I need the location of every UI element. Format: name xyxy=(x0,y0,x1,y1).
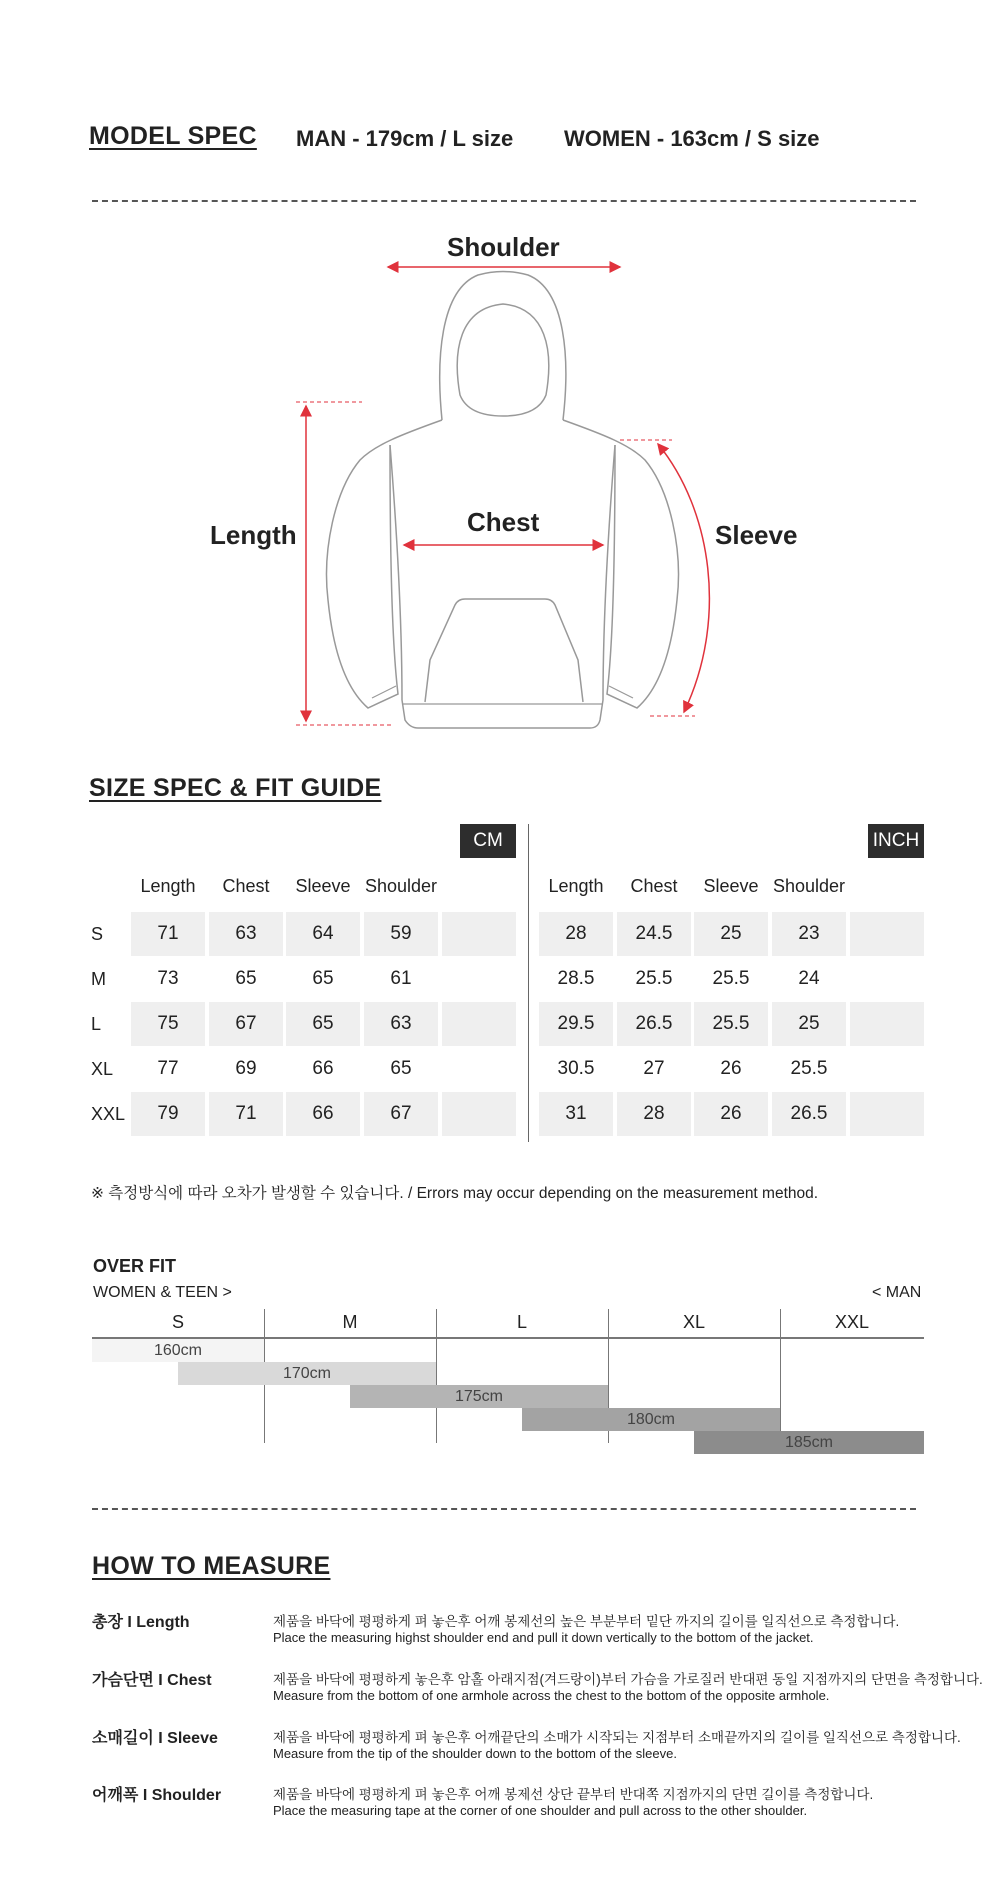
fit-size-header: M xyxy=(342,1312,358,1332)
size-row-label: M xyxy=(91,969,106,989)
cm-unit-badge: CM xyxy=(460,824,516,858)
right-sleeve-outline xyxy=(563,420,678,708)
cm-table-cell xyxy=(442,957,516,1001)
kangaroo-pocket xyxy=(425,599,583,702)
divider-bottom xyxy=(92,1508,916,1510)
inch-table-cell: 25.5 xyxy=(635,968,673,989)
fit-title: OVER FIT xyxy=(93,1256,177,1276)
fit-size-header: L xyxy=(516,1312,527,1332)
inch-table-cell xyxy=(850,1002,924,1046)
cm-table-cell: 67 xyxy=(209,1002,283,1046)
cm-table-cell: 69 xyxy=(235,1058,257,1079)
measure-item-english: Measure from the tip of the shoulder down to the bottom of the sleeve. xyxy=(273,1746,677,1761)
cm-table-cell: 64 xyxy=(286,912,360,956)
cm-table-cell: 63 xyxy=(209,912,283,956)
inch-table-cell: 28 xyxy=(539,912,613,956)
inch-table-cell: 25 xyxy=(772,1002,846,1046)
inch-table-cell: 23 xyxy=(772,912,846,956)
divider-top xyxy=(92,200,916,202)
measure-item-korean: 제품을 바닥에 평평하게 펴 놓은후 어깨 봉제선 상단 끝부터 반대쪽 지점까지의 단면 길이를 측정합니다. xyxy=(273,1787,874,1802)
how-to-title: HOW TO MEASURE xyxy=(92,1552,331,1580)
inch-table-cell: 25.5 xyxy=(712,968,750,989)
cm-table-cell: 67 xyxy=(364,1092,438,1136)
size-row-label: XXL xyxy=(91,1104,126,1124)
cm-table-cell: 75 xyxy=(131,1002,205,1046)
diagram-label-chest: Chest xyxy=(467,507,540,537)
size-row-label: L xyxy=(91,1014,102,1034)
inch-table-cell: 25.5 xyxy=(694,1002,768,1046)
measure-item-english: Place the measuring highst shoulder end and pull it down vertically to the bottom of the jacket. xyxy=(273,1630,814,1645)
inch-table-cell: 30.5 xyxy=(557,1058,595,1079)
diagram-label-shoulder: Shoulder xyxy=(447,232,560,262)
cm-table-cell: 71 xyxy=(131,912,205,956)
inch-table-cell: 24.5 xyxy=(617,912,691,956)
left-sleeve-outline xyxy=(327,420,442,708)
cm-column-header: Sleeve xyxy=(295,876,351,896)
inch-table-cell xyxy=(850,1092,924,1136)
measure-item-korean: 제품을 바닥에 평평하게 펴 놓은후 어깨끝단의 소매가 시작되는 지점부터 소매끝까지의 길이를 일직선으로 측정합니다. xyxy=(273,1730,961,1745)
inch-table-cell xyxy=(850,1047,924,1091)
fit-height-bar: 160cm xyxy=(92,1339,264,1362)
hoodie-diagram xyxy=(0,220,1000,740)
inch-table-cell: 26.5 xyxy=(772,1092,846,1136)
inch-column-header: Shoulder xyxy=(772,876,846,896)
cm-column-header: Length xyxy=(140,876,196,896)
women-model-spec: WOMEN - 163cm / S size xyxy=(564,126,820,151)
inch-table-cell: 28.5 xyxy=(557,968,595,989)
measure-item-english: Measure from the bottom of one armhole across the chest to the bottom of the opposite armhole. xyxy=(273,1688,830,1703)
cm-table-cell: 73 xyxy=(157,968,179,989)
fit-left-label: WOMEN & TEEN > xyxy=(93,1284,232,1301)
inch-table-cell: 31 xyxy=(539,1092,613,1136)
fit-height-bar: 170cm xyxy=(178,1362,436,1385)
size-row-label: S xyxy=(91,924,104,944)
measure-item-label: 가슴단면 I Chest xyxy=(92,1672,212,1689)
inch-table-cell: 26 xyxy=(694,1092,768,1136)
fit-size-header: XXL xyxy=(834,1312,870,1332)
cm-table-cell: 71 xyxy=(209,1092,283,1136)
hood-opening xyxy=(457,304,549,416)
measure-item-english: Place the measuring tape at the corner of one shoulder and pull across to the other shoulder. xyxy=(273,1803,808,1818)
diagram-label-sleeve: Sleeve xyxy=(715,520,798,550)
cm-table-cell xyxy=(442,1092,516,1136)
inch-table-cell: 24 xyxy=(798,968,820,989)
cm-table-cell xyxy=(442,912,516,956)
cm-table-cell xyxy=(442,1047,516,1091)
cm-column-header: Chest xyxy=(222,876,270,896)
inch-column-header: Sleeve xyxy=(703,876,759,896)
size-row-label: XL xyxy=(91,1059,114,1079)
sleeve-arrow xyxy=(658,444,709,712)
fit-size-header: S xyxy=(171,1312,184,1332)
cm-table-cell: 65 xyxy=(390,1058,412,1079)
inch-column-header: Chest xyxy=(630,876,678,896)
cm-column-header: Shoulder xyxy=(364,876,438,896)
cm-table-cell: 63 xyxy=(364,1002,438,1046)
cm-table-cell: 65 xyxy=(235,968,257,989)
measure-item-label: 소매길이 I Sleeve xyxy=(92,1730,218,1747)
inch-table-cell: 26 xyxy=(720,1058,742,1079)
inch-unit-badge: INCH xyxy=(868,824,924,858)
inch-table-cell: 28 xyxy=(617,1092,691,1136)
fit-height-bar: 175cm xyxy=(350,1385,608,1408)
measure-item-korean: 제품을 바닥에 평평하게 펴 놓은후 어깨 봉제선의 높은 부분부터 밑단 까지의 길이를 일직선으로 측정합니다. xyxy=(273,1614,900,1629)
measure-item-label: 총장 I Length xyxy=(92,1614,190,1631)
cm-table-cell: 59 xyxy=(364,912,438,956)
cm-table-cell: 66 xyxy=(312,1058,334,1079)
cm-table-cell: 65 xyxy=(312,968,334,989)
inch-table-cell: 26.5 xyxy=(617,1002,691,1046)
man-model-spec: MAN - 179cm / L size xyxy=(296,126,514,151)
measure-item-korean: 제품을 바닥에 평평하게 놓은후 암홀 아래지점(겨드랑이)부터 가슴을 가로질러 반대편 동일 지점까지의 단면을 측정합니다. xyxy=(273,1672,983,1687)
cm-table-cell: 61 xyxy=(390,968,412,989)
size-spec-title: SIZE SPEC & FIT GUIDE xyxy=(89,774,382,802)
model-spec-title: MODEL SPEC xyxy=(89,122,257,150)
unit-divider xyxy=(528,824,529,1142)
cm-table-cell: 79 xyxy=(131,1092,205,1136)
inch-table-cell: 25.5 xyxy=(790,1058,828,1079)
fit-height-bar: 185cm xyxy=(694,1431,924,1454)
inch-table-cell: 27 xyxy=(643,1058,665,1079)
cm-table-cell: 66 xyxy=(286,1092,360,1136)
fit-right-label: < MAN xyxy=(872,1284,922,1301)
inch-column-header: Length xyxy=(548,876,604,896)
fit-height-bar: 180cm xyxy=(522,1408,780,1431)
inch-table-cell: 25 xyxy=(694,912,768,956)
cm-table-cell: 65 xyxy=(286,1002,360,1046)
cm-table-cell xyxy=(442,1002,516,1046)
inch-table-cell xyxy=(850,957,924,1001)
measurement-note: ※ 측정방식에 따라 오차가 발생할 수 있습니다. / Errors may occur depending on the measurement method. xyxy=(91,1185,819,1202)
inch-table-cell xyxy=(850,912,924,956)
measure-item-label: 어깨폭 I Shoulder xyxy=(92,1787,222,1804)
cm-table-cell: 77 xyxy=(157,1058,179,1079)
diagram-label-length: Length xyxy=(210,520,297,550)
fit-size-header: XL xyxy=(682,1312,706,1332)
inch-table-cell: 29.5 xyxy=(539,1002,613,1046)
